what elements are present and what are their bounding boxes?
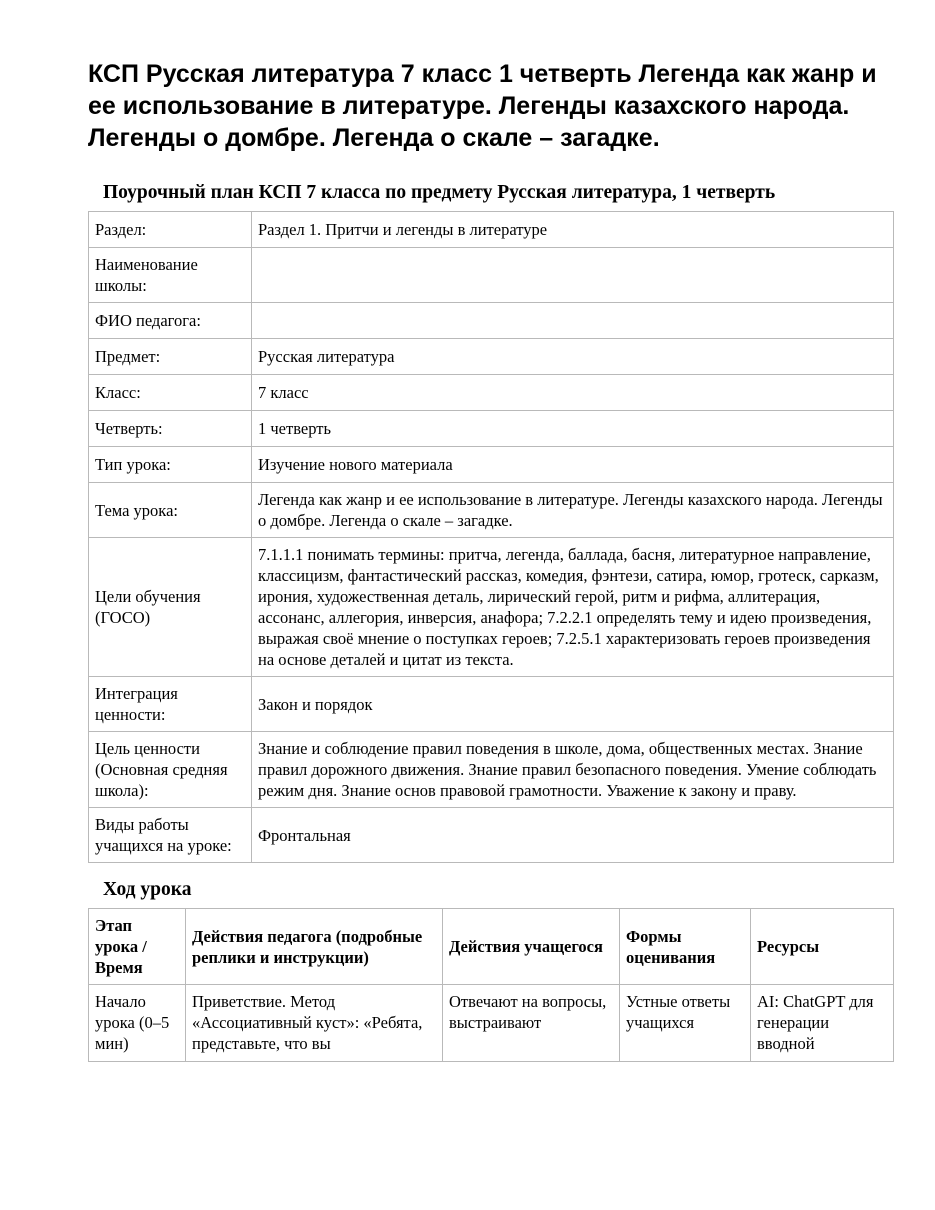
info-row-subject bbox=[89, 339, 894, 375]
info-value: Изучение нового материала bbox=[252, 447, 894, 483]
info-value: Знание и соблюдение правил поведения в школе, дома, общественных местах. Знание правил дорожного движения. Знание правил безопасного поведения. Умение соблюдать режим дня. Знание основ правовой грамотности. Уважение к закону и праву. bbox=[252, 732, 894, 808]
info-value: Закон и порядок bbox=[252, 677, 894, 732]
document-title: КСП Русская литература 7 класс 1 четверть Легенда как жанр и ее использование в литературе. Легенды казахского народа. Легенды о домбре. Легенда о скале – загадке. bbox=[88, 60, 877, 152]
info-value: 7 класс bbox=[252, 375, 894, 411]
info-label: Раздел: bbox=[89, 212, 252, 248]
info-value bbox=[252, 248, 894, 303]
info-row-work-types bbox=[89, 808, 894, 863]
info-row-topic bbox=[89, 483, 894, 538]
info-value: Русская литература bbox=[252, 339, 894, 375]
info-row-section bbox=[89, 212, 894, 248]
document-page bbox=[88, 58, 893, 1062]
header-stage: Этап урока / Время bbox=[89, 909, 186, 985]
info-label: Класс: bbox=[89, 375, 252, 411]
table-row bbox=[89, 985, 894, 1062]
info-row-teacher bbox=[89, 303, 894, 339]
lesson-flow-table bbox=[88, 908, 894, 1062]
flow-cell-teacher: Приветствие. Метод «Ассоциативный куст»: «Ребята, представьте, что вы bbox=[192, 992, 423, 1053]
info-value: 1 четверть bbox=[252, 411, 894, 447]
lesson-info-table bbox=[88, 211, 894, 863]
info-row-learning-goals bbox=[89, 538, 894, 677]
flow-heading: Ход урока bbox=[103, 879, 192, 900]
info-row-grade bbox=[89, 375, 894, 411]
flow-cell-assessment: Устные ответы учащихся bbox=[626, 992, 731, 1032]
flow-header-row bbox=[89, 909, 894, 985]
info-value: Раздел 1. Притчи и легенды в литературе bbox=[252, 212, 894, 248]
info-value: Легенда как жанр и ее использование в литературе. Легенды казахского народа. Легенды о домбре. Легенда о скале – загадке. bbox=[252, 483, 894, 538]
info-value: Фронтальная bbox=[252, 808, 894, 863]
header-resources: Ресурсы bbox=[751, 909, 894, 985]
info-row-value-goal bbox=[89, 732, 894, 808]
header-student-actions: Действия учащегося bbox=[443, 909, 620, 985]
info-value bbox=[252, 303, 894, 339]
info-row-school bbox=[89, 248, 894, 303]
info-label: Цель ценности (Основная средняя школа): bbox=[89, 732, 252, 808]
info-row-value-integration bbox=[89, 677, 894, 732]
info-label: Тип урока: bbox=[89, 447, 252, 483]
header-assessment: Формы оценивания bbox=[620, 909, 751, 985]
flow-cell-stage: Начало урока (0–5 мин) bbox=[95, 992, 170, 1053]
info-row-lesson-type bbox=[89, 447, 894, 483]
info-row-quarter bbox=[89, 411, 894, 447]
info-label: Тема урока: bbox=[89, 483, 252, 538]
info-label: Предмет: bbox=[89, 339, 252, 375]
flow-cell-student: Отвечают на вопросы, выстраивают bbox=[449, 992, 607, 1032]
info-label: Наименование школы: bbox=[89, 248, 252, 303]
flow-cell-resources: AI: ChatGPT для генерации вводной bbox=[757, 992, 874, 1053]
info-value: 7.1.1.1 понимать термины: притча, легенда, баллада, басня, литературное направление, классицизм, фантастический рассказ, комедия, фэнтези, сатира, юмор, гротеск, сарказм, ирония, художественная деталь, лирический герой, ритм и рифма, аллитерация, ассонанс, аллегория, инверсия, анафора; 7.2.2.1 определять тему и идею произведения, выражая своё мнение о поступках героев; 7.2.5.1 характеризовать героев произведения на основе деталей и цитат из текста. bbox=[252, 538, 894, 677]
info-label: Цели обучения (ГОСО) bbox=[89, 538, 252, 677]
info-label: Интеграция ценности: bbox=[89, 677, 252, 732]
plan-heading: Поурочный план КСП 7 класса по предмету Русская литература, 1 четверть bbox=[103, 182, 776, 203]
header-teacher-actions: Действия педагога (подробные реплики и инструкции) bbox=[186, 909, 443, 985]
info-label: ФИО педагога: bbox=[89, 303, 252, 339]
info-label: Четверть: bbox=[89, 411, 252, 447]
info-label: Виды работы учащихся на уроке: bbox=[89, 808, 252, 863]
